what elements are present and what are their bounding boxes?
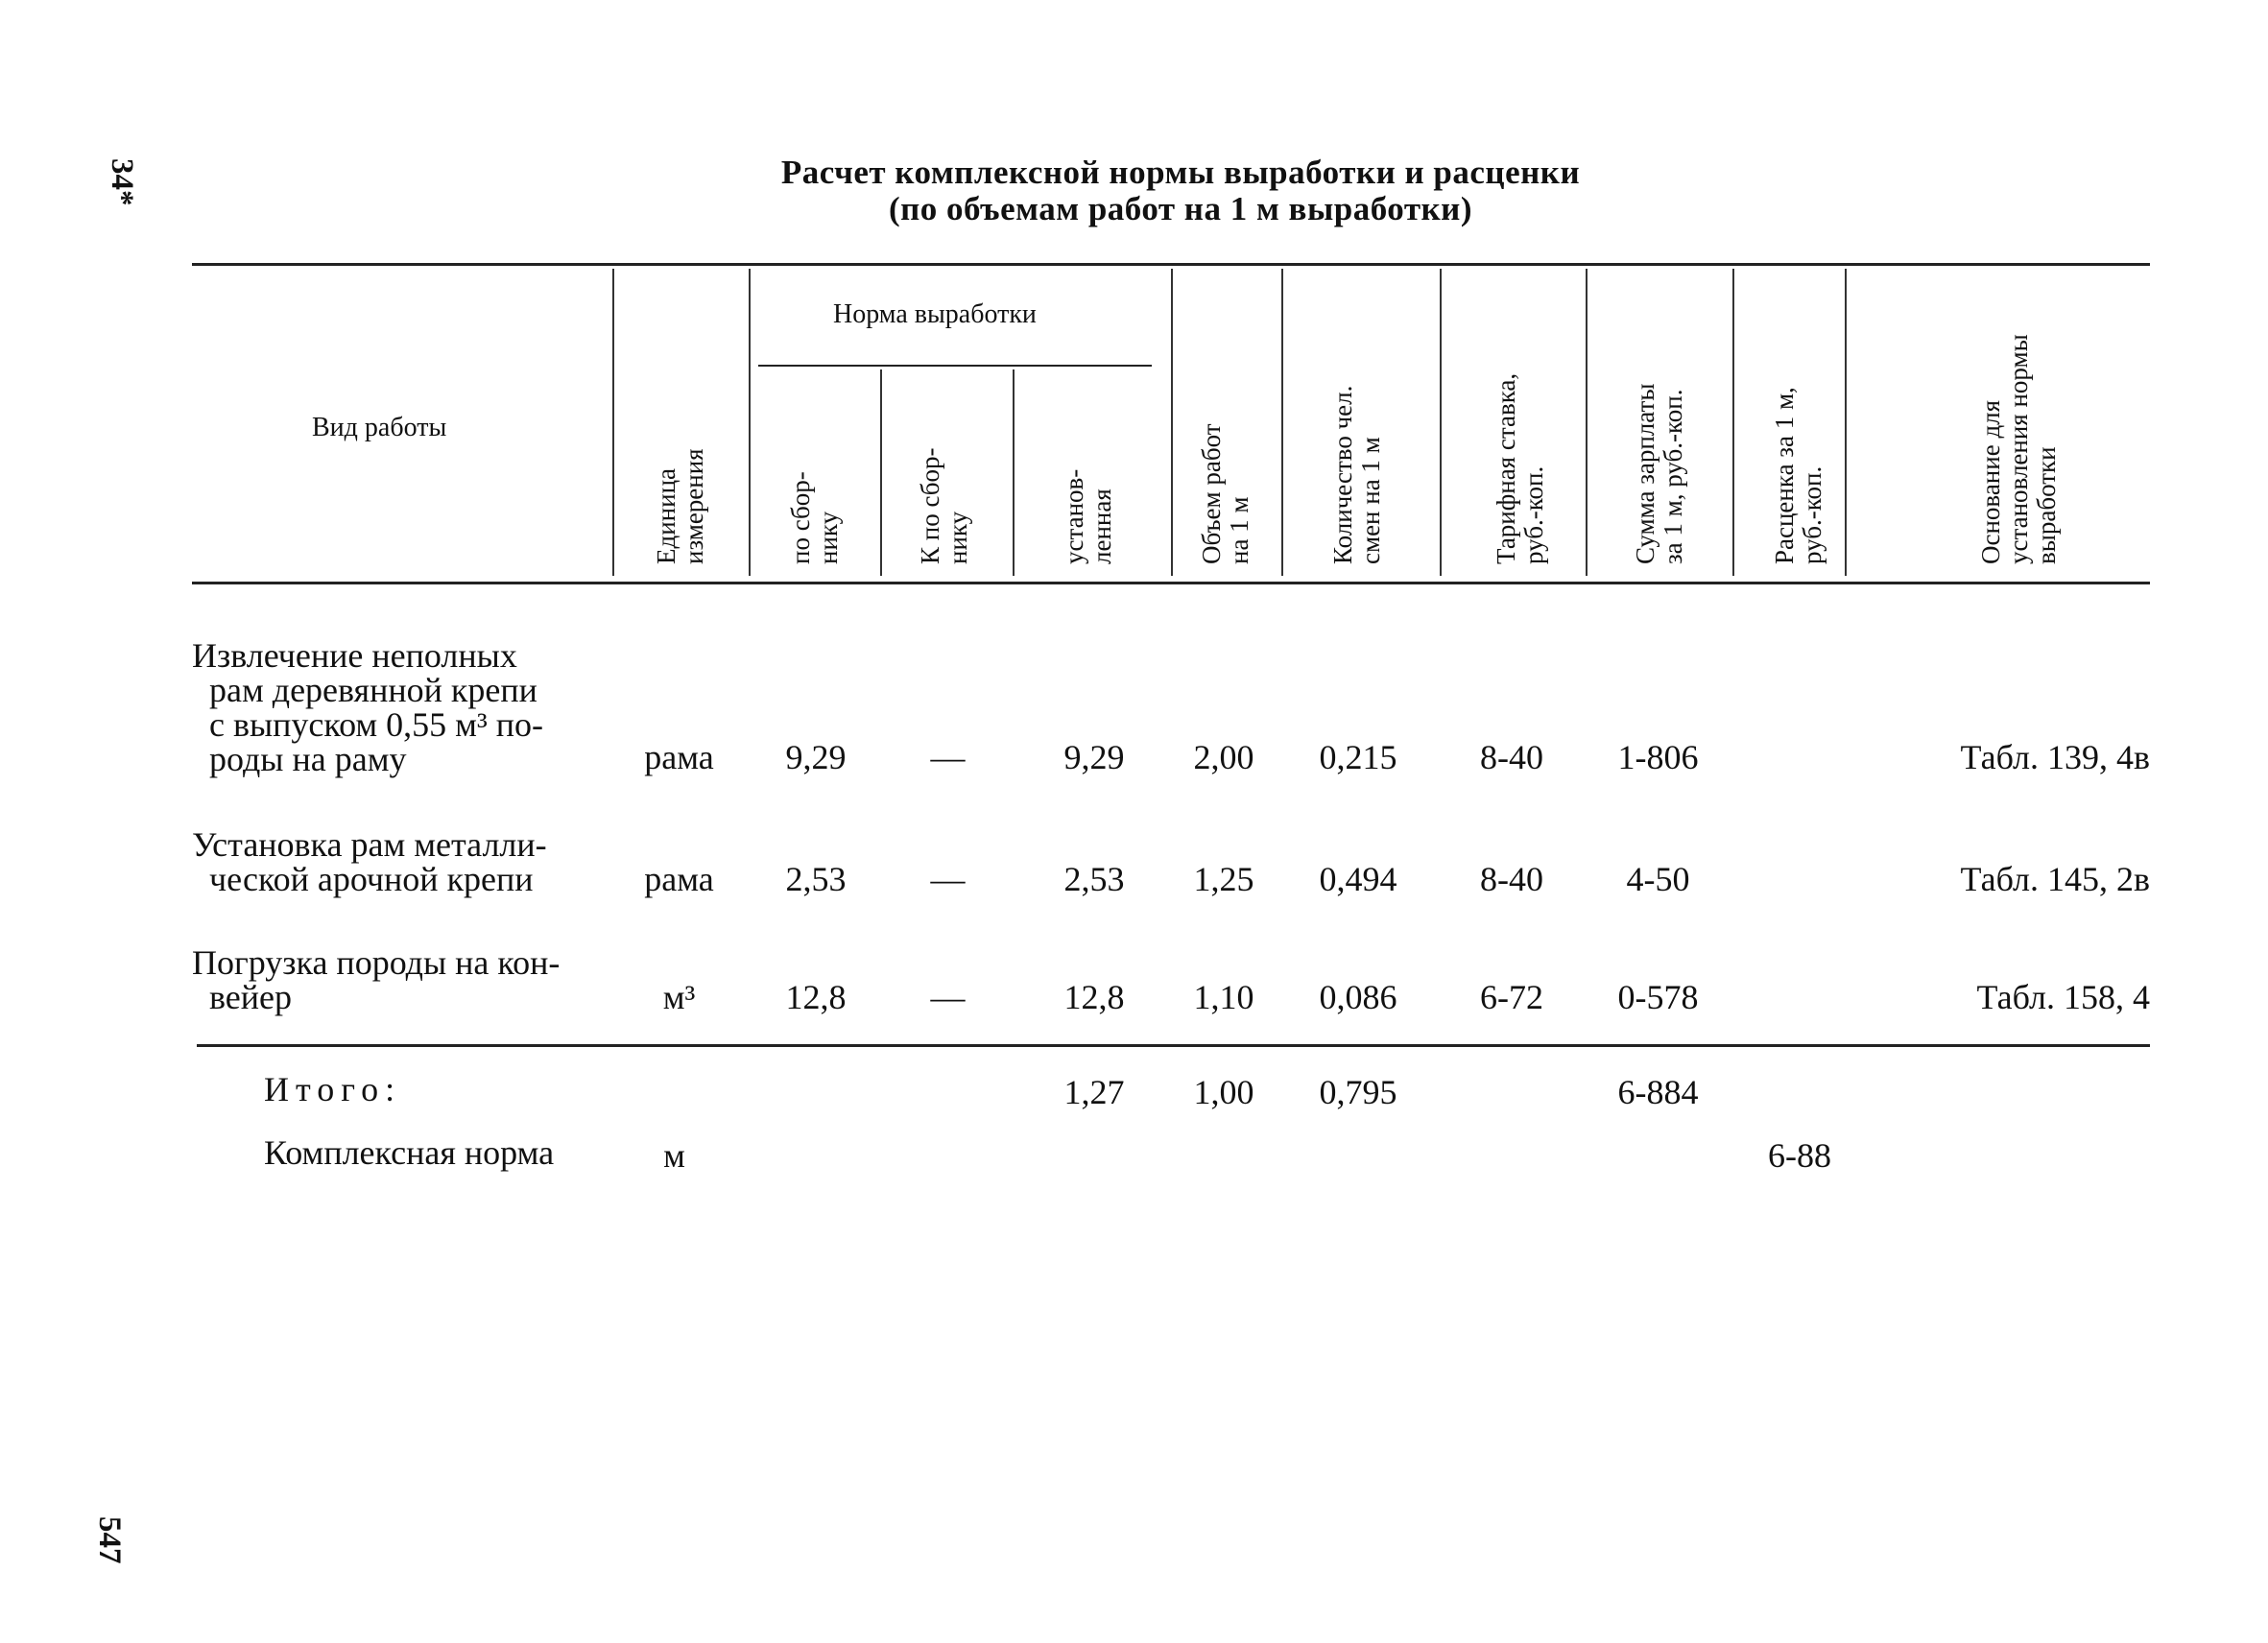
col-separator <box>1281 269 1283 576</box>
totals-label: Итого: <box>264 1070 402 1108</box>
header-unit: Единица измерения <box>652 448 708 564</box>
table-row-work: Извлечение неполных рам деревянной крепи с выпуском 0,55 м³ по- роды на раму <box>192 636 543 778</box>
table-row-norm-established: 2,53 <box>1063 860 1125 898</box>
header-norm-group: Норма выработки <box>833 299 1037 329</box>
table-row-basis: Табл. 158, 4 <box>1976 978 2150 1016</box>
complex-norm-label: Комплексная норма <box>264 1133 555 1172</box>
table-title-line2: (по объемам работ на 1 м выработки) <box>888 190 1473 227</box>
header-bottom-rule <box>192 582 2150 584</box>
header-top-rule <box>192 263 2150 266</box>
table-row-volume: 1,25 <box>1193 860 1254 898</box>
col-separator <box>1440 269 1442 576</box>
table-row-k: — <box>930 978 966 1016</box>
complex-norm-unit: м <box>663 1136 685 1175</box>
header-basis: Основание для установления нормы выработки <box>1976 334 2061 564</box>
table-row-wage: 0-578 <box>1617 978 1699 1016</box>
table-row-unit: рама <box>644 738 714 776</box>
col-separator <box>1586 269 1588 576</box>
table-row-man-shifts: 0,215 <box>1319 738 1397 776</box>
table-row-norm-by-collection: 12,8 <box>785 978 847 1016</box>
table-row-wage: 4-50 <box>1626 860 1690 898</box>
col-separator <box>749 269 751 576</box>
body-bottom-rule <box>197 1044 2150 1047</box>
table-row-man-shifts: 0,086 <box>1319 978 1397 1016</box>
page-number: 547 <box>92 1516 127 1564</box>
col-separator <box>880 369 882 576</box>
table-row-norm-by-collection: 2,53 <box>785 860 847 898</box>
table-row-volume: 2,00 <box>1193 738 1254 776</box>
table-row-k: — <box>930 738 966 776</box>
header-tariff-rate: Тарифная ставка, руб.-коп. <box>1492 372 1548 564</box>
header-k-by-collection: К по сбор- нику <box>916 447 972 564</box>
table-row-k: — <box>930 860 966 898</box>
table-row-tariff: 8-40 <box>1480 860 1543 898</box>
col-separator <box>612 269 614 576</box>
totals-wage: 6-884 <box>1617 1073 1699 1111</box>
table-row-unit: м³ <box>662 978 696 1016</box>
header-work-type: Вид работы <box>312 413 447 442</box>
header-norm-established: установ- ленная <box>1060 468 1116 564</box>
table-row-norm-by-collection: 9,29 <box>785 738 847 776</box>
table-row-wage: 1-806 <box>1617 738 1699 776</box>
table-title-line1: Расчет комплексной нормы выработки и расценки <box>780 154 1581 191</box>
table-row-norm-established: 12,8 <box>1063 978 1125 1016</box>
norm-group-rule <box>758 365 1152 367</box>
totals-norm-established: 1,27 <box>1063 1073 1125 1111</box>
table-row-volume: 1,10 <box>1193 978 1254 1016</box>
header-work-volume: Объем работ на 1 м <box>1197 423 1253 564</box>
table-row-tariff: 6-72 <box>1480 978 1543 1016</box>
table-row-work: Погрузка породы на кон- вейер <box>192 943 561 1016</box>
col-separator <box>1732 269 1734 576</box>
totals-man-shifts: 0,795 <box>1319 1073 1397 1111</box>
table-row-unit: рама <box>644 860 714 898</box>
header-norm-by-collection: по сбор- нику <box>786 471 843 564</box>
table-row-basis: Табл. 139, 4в <box>1960 738 2150 776</box>
complex-norm-rate: 6-88 <box>1768 1136 1831 1175</box>
header-wage-sum: Сумма зарплаты за 1 м, руб.-коп. <box>1631 383 1687 564</box>
header-rate-per-m: Расценка за 1 м, руб.-коп. <box>1770 387 1826 564</box>
table-row-man-shifts: 0,494 <box>1319 860 1397 898</box>
table-row-tariff: 8-40 <box>1480 738 1543 776</box>
col-separator <box>1171 269 1173 576</box>
totals-volume: 1,00 <box>1193 1073 1254 1111</box>
table-row-norm-established: 9,29 <box>1063 738 1125 776</box>
col-separator <box>1013 369 1015 576</box>
top-margin-mark: 34* <box>105 158 139 206</box>
table-row-basis: Табл. 145, 2в <box>1960 860 2150 898</box>
table-row-work: Установка рам металли- ческой арочной крепи <box>192 825 547 898</box>
col-separator <box>1845 269 1847 576</box>
header-man-shifts: Количество чел. смен на 1 м <box>1328 385 1385 564</box>
